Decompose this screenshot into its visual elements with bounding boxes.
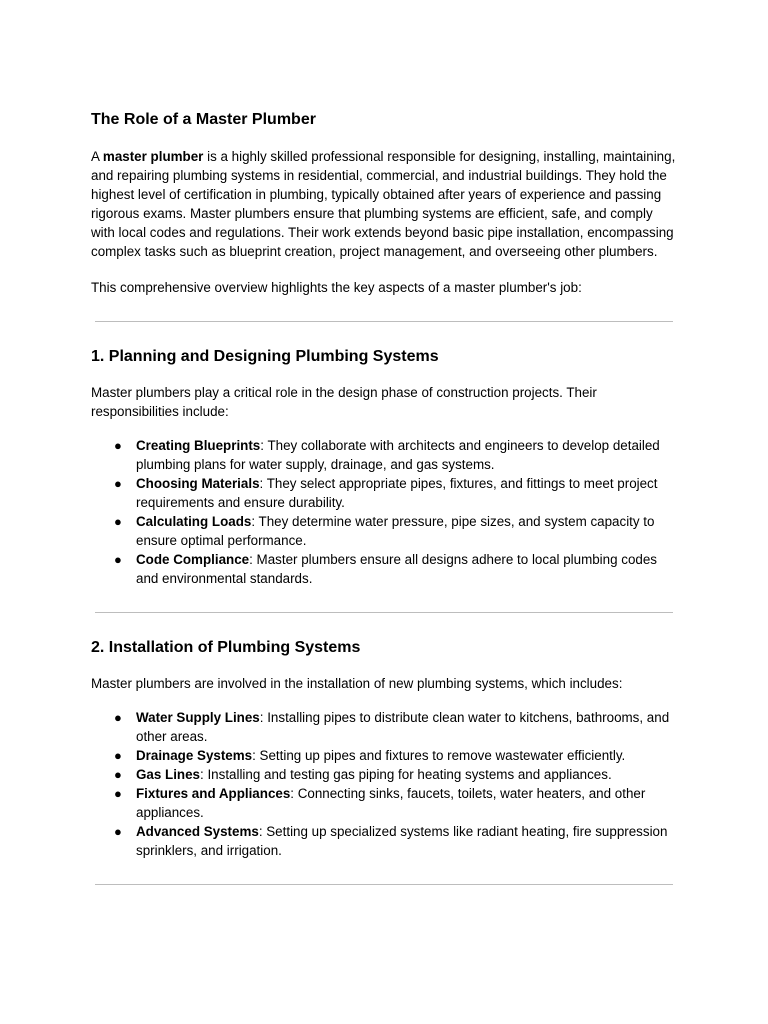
intro-paragraph xyxy=(91,147,677,261)
list-item xyxy=(91,765,677,784)
list-item xyxy=(91,746,677,765)
bullet-icon: ● xyxy=(114,476,122,491)
horizontal-divider xyxy=(95,884,673,885)
intro-text: is a highly skilled professional responsible for designing, installing, maintaining, and repairing plumbing systems in residential, commercial, and industrial buildings. They hold the highest level of certification in plumbing, typically obtained after years of experience and passing rigorous exams. Master plumbers ensure that plumbing systems are efficient, safe, and comply with local codes and regulations. Their work extends beyond basic pipe installation, encompassing complex tasks such as blueprint creation, project management, and overseeing other plumbers. xyxy=(91,149,676,259)
bullet-icon: ● xyxy=(114,767,122,782)
list-item-text: : Installing pipes to distribute clean water to kitchens, bathrooms, and other areas. xyxy=(136,710,670,744)
list-item-term: Fixtures and Appliances xyxy=(136,786,291,801)
list-item xyxy=(91,512,677,550)
bullet-icon: ● xyxy=(114,786,122,801)
bullet-icon: ● xyxy=(114,438,122,453)
list-item-term: Drainage Systems xyxy=(136,748,253,763)
list-item-text: : Master plumbers ensure all designs adhere to local plumbing codes and environmental standards. xyxy=(136,552,658,586)
list-item-text: : Installing and testing gas piping for heating systems and appliances. xyxy=(200,767,612,782)
section-2-list xyxy=(91,708,677,860)
section-1-list xyxy=(91,436,677,588)
intro-bold-term: master plumber xyxy=(102,149,204,164)
list-item xyxy=(91,474,677,512)
horizontal-divider xyxy=(95,612,673,613)
horizontal-divider xyxy=(95,321,673,322)
intro-prefix: A xyxy=(91,149,103,164)
list-item-text: : Connecting sinks, faucets, toilets, water heaters, and other appliances. xyxy=(136,786,646,820)
list-item-term: Creating Blueprints xyxy=(136,438,261,453)
list-item-text: : They determine water pressure, pipe sizes, and system capacity to ensure optimal performance. xyxy=(136,514,655,548)
bullet-icon: ● xyxy=(114,514,122,529)
list-item-text: : Setting up specialized systems like radiant heating, fire suppression sprinklers, and irrigation. xyxy=(136,824,668,858)
section-2-intro: Master plumbers are involved in the installation of new plumbing systems, which includes: xyxy=(91,676,623,691)
document-page xyxy=(91,108,677,885)
list-item xyxy=(91,784,677,822)
section-1-title: 1. Planning and Designing Plumbing Systems xyxy=(91,348,439,365)
list-item xyxy=(91,822,677,860)
bullet-icon: ● xyxy=(114,824,122,839)
document-title: The Role of a Master Plumber xyxy=(91,111,316,128)
list-item-term: Gas Lines xyxy=(136,767,201,782)
list-item-text: : They select appropriate pipes, fixtures, and fittings to meet project requirements and ensure durability. xyxy=(136,476,658,510)
list-item xyxy=(91,550,677,588)
list-item-term: Calculating Loads xyxy=(136,514,252,529)
list-item xyxy=(91,436,677,474)
section-1-intro: Master plumbers play a critical role in the design phase of construction projects. Their responsibilities include: xyxy=(91,385,597,419)
section-2-title: 2. Installation of Plumbing Systems xyxy=(91,639,361,656)
list-item-term: Code Compliance xyxy=(136,552,250,567)
overview-paragraph: This comprehensive overview highlights the key aspects of a master plumber's job: xyxy=(91,280,582,295)
bullet-icon: ● xyxy=(114,748,122,763)
list-item-term: Advanced Systems xyxy=(136,824,259,839)
list-item-term: Water Supply Lines xyxy=(136,710,260,725)
bullet-icon: ● xyxy=(114,552,122,567)
list-item-term: Choosing Materials xyxy=(136,476,260,491)
list-item-text: : Setting up pipes and fixtures to remove wastewater efficiently. xyxy=(252,748,626,763)
list-item xyxy=(91,708,677,746)
list-item-text: : They collaborate with architects and engineers to develop detailed plumbing plans for water supply, drainage, and gas systems. xyxy=(136,438,660,472)
bullet-icon: ● xyxy=(114,710,122,725)
